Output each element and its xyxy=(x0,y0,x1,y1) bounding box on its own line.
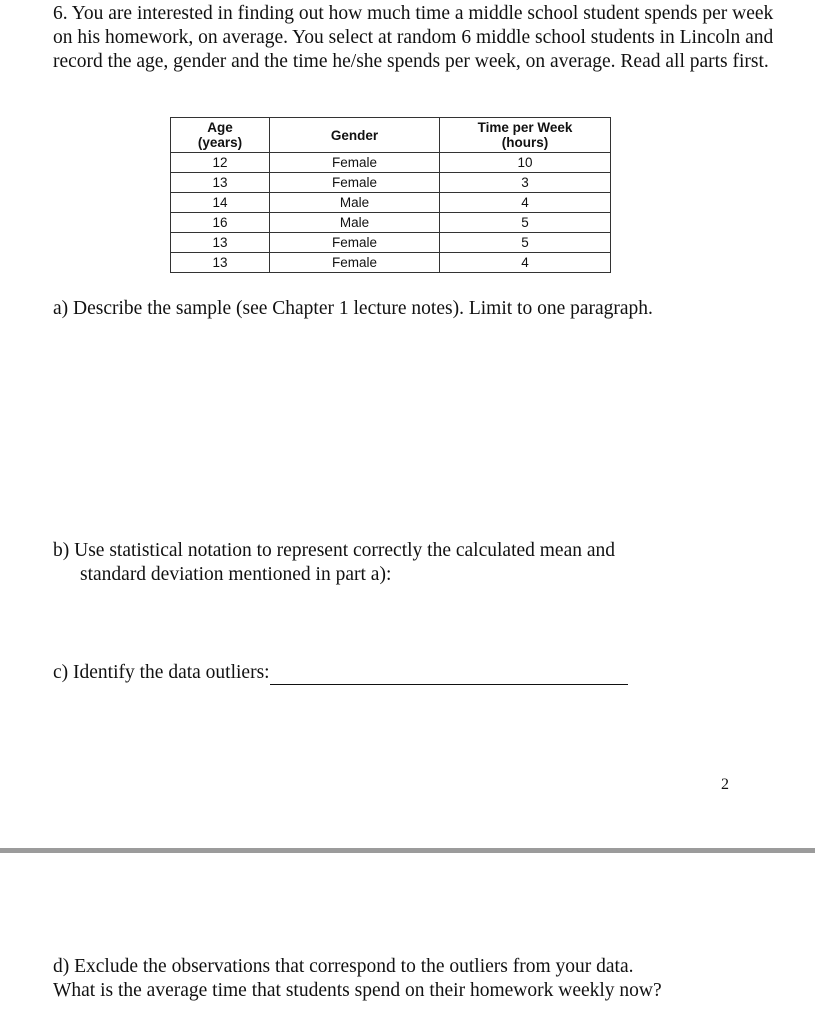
table-row xyxy=(171,173,611,193)
cell-time: 5 xyxy=(440,233,611,253)
table-row xyxy=(171,193,611,213)
cell-time: 10 xyxy=(440,153,611,173)
header-time-label: Time per Week xyxy=(477,120,573,135)
cell-gender: Male xyxy=(270,213,440,233)
header-time-unit: (hours) xyxy=(501,135,549,150)
cell-age: 14 xyxy=(171,193,270,213)
question-a: a) Describe the sample (see Chapter 1 lecture notes). Limit to one paragraph. xyxy=(53,298,653,319)
cell-age: 12 xyxy=(171,153,270,173)
question-intro: 6. You are interested in finding out how much time a middle school student spends per week on his homework, on average. You select at random 6 middle school students in Lincoln and record the age, gender and the time he/she spends per week, on average. Read all parts first. xyxy=(53,3,774,72)
question-d-line2: What is the average time that students spend on their homework weekly now? xyxy=(53,980,662,1001)
table-row xyxy=(171,213,611,233)
cell-gender: Female xyxy=(270,173,440,193)
table-row xyxy=(171,253,611,273)
question-c xyxy=(53,661,653,685)
cell-age: 13 xyxy=(171,173,270,193)
cell-time: 4 xyxy=(440,253,611,273)
data-table xyxy=(170,117,611,273)
header-age-label: Age xyxy=(207,120,233,135)
cell-age: 13 xyxy=(171,253,270,273)
cell-time: 5 xyxy=(440,213,611,233)
page-number: 2 xyxy=(721,776,729,793)
table-row xyxy=(171,233,611,253)
cell-gender: Female xyxy=(270,153,440,173)
table-row xyxy=(171,153,611,173)
table-header-row xyxy=(171,118,611,153)
question-d xyxy=(53,955,793,1003)
question-d-line1: d) Exclude the observations that correspond to the outliers from your data. xyxy=(53,956,634,977)
answer-blank-line[interactable] xyxy=(270,664,628,685)
question-c-text: c) Identify the data outliers: xyxy=(53,662,270,683)
header-gender: Gender xyxy=(270,118,440,153)
question-b-line2: standard deviation mentioned in part a): xyxy=(80,564,392,585)
cell-gender: Female xyxy=(270,253,440,273)
page-separator xyxy=(0,848,815,853)
cell-time: 4 xyxy=(440,193,611,213)
header-age xyxy=(171,118,270,153)
header-age-unit: (years) xyxy=(197,135,243,150)
cell-age: 16 xyxy=(171,213,270,233)
cell-time: 3 xyxy=(440,173,611,193)
cell-age: 13 xyxy=(171,233,270,253)
question-b xyxy=(53,539,773,587)
cell-gender: Female xyxy=(270,233,440,253)
cell-gender: Male xyxy=(270,193,440,213)
header-time xyxy=(440,118,611,153)
question-b-line1: b) Use statistical notation to represent correctly the calculated mean and xyxy=(53,540,616,561)
